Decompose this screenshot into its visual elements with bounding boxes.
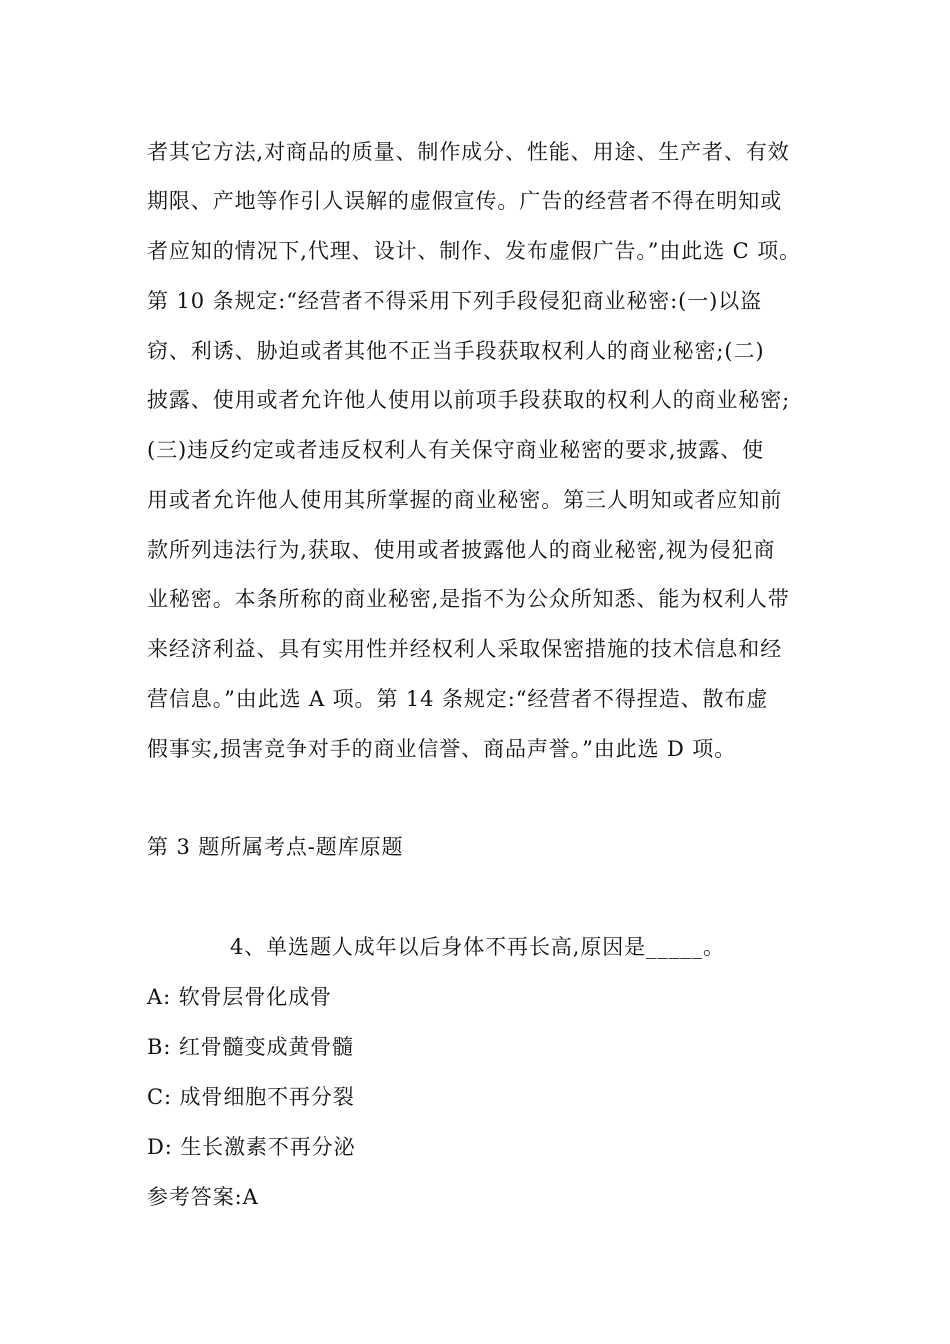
topic-note: 第 3 题所属考点-题库原题 <box>147 835 404 859</box>
question-stem: 4、单选题人成年以后身体不再长高,原因是_____。 <box>230 935 725 959</box>
explanation-line: 业秘密。本条所称的商业秘密,是指不为公众所知悉、能为权利人带 <box>147 587 790 611</box>
explanation-line: (三)违反约定或者违反权利人有关保守商业秘密的要求,披露、使 <box>147 438 765 462</box>
explanation-line: 期限、产地等作引人误解的虚假宣传。广告的经营者不得在明知或 <box>147 189 783 213</box>
explanation-line: 来经济利益、具有实用性并经权利人采取保密措施的技术信息和经 <box>147 637 783 661</box>
option-d: D: 生长激素不再分泌 <box>147 1135 356 1159</box>
explanation-line: 用或者允许他人使用其所掌握的商业秘密。第三人明知或者应知前 <box>147 488 783 512</box>
explanation-line: 款所列违法行为,获取、使用或者披露他人的商业秘密,视为侵犯商 <box>147 538 776 562</box>
reference-answer: 参考答案:A <box>147 1185 259 1209</box>
explanation-line: 窃、利诱、胁迫或者其他不正当手段获取权利人的商业秘密;(二) <box>147 339 765 363</box>
explanation-line: 者应知的情况下,代理、设计、制作、发布虚假广告。”由此选 C 项。 <box>147 239 802 263</box>
explanation-line: 披露、使用或者允许他人使用以前项手段获取的权利人的商业秘密; <box>147 388 791 412</box>
explanation-line: 者其它方法,对商品的质量、制作成分、性能、用途、生产者、有效 <box>147 140 790 164</box>
option-b: B: 红骨髓变成黄骨髓 <box>147 1035 355 1059</box>
explanation-line: 假事实,损害竞争对手的商业信誉、商品声誉。”由此选 D 项。 <box>147 737 737 761</box>
explanation-line: 第 10 条规定:“经营者不得采用下列手段侵犯商业秘密:(一)以盗 <box>147 289 763 313</box>
option-a: A: 软骨层骨化成骨 <box>147 985 332 1009</box>
explanation-line: 营信息。”由此选 A 项。第 14 条规定:“经营者不得捏造、散布虚 <box>147 687 769 711</box>
option-c: C: 成骨细胞不再分裂 <box>147 1085 355 1109</box>
